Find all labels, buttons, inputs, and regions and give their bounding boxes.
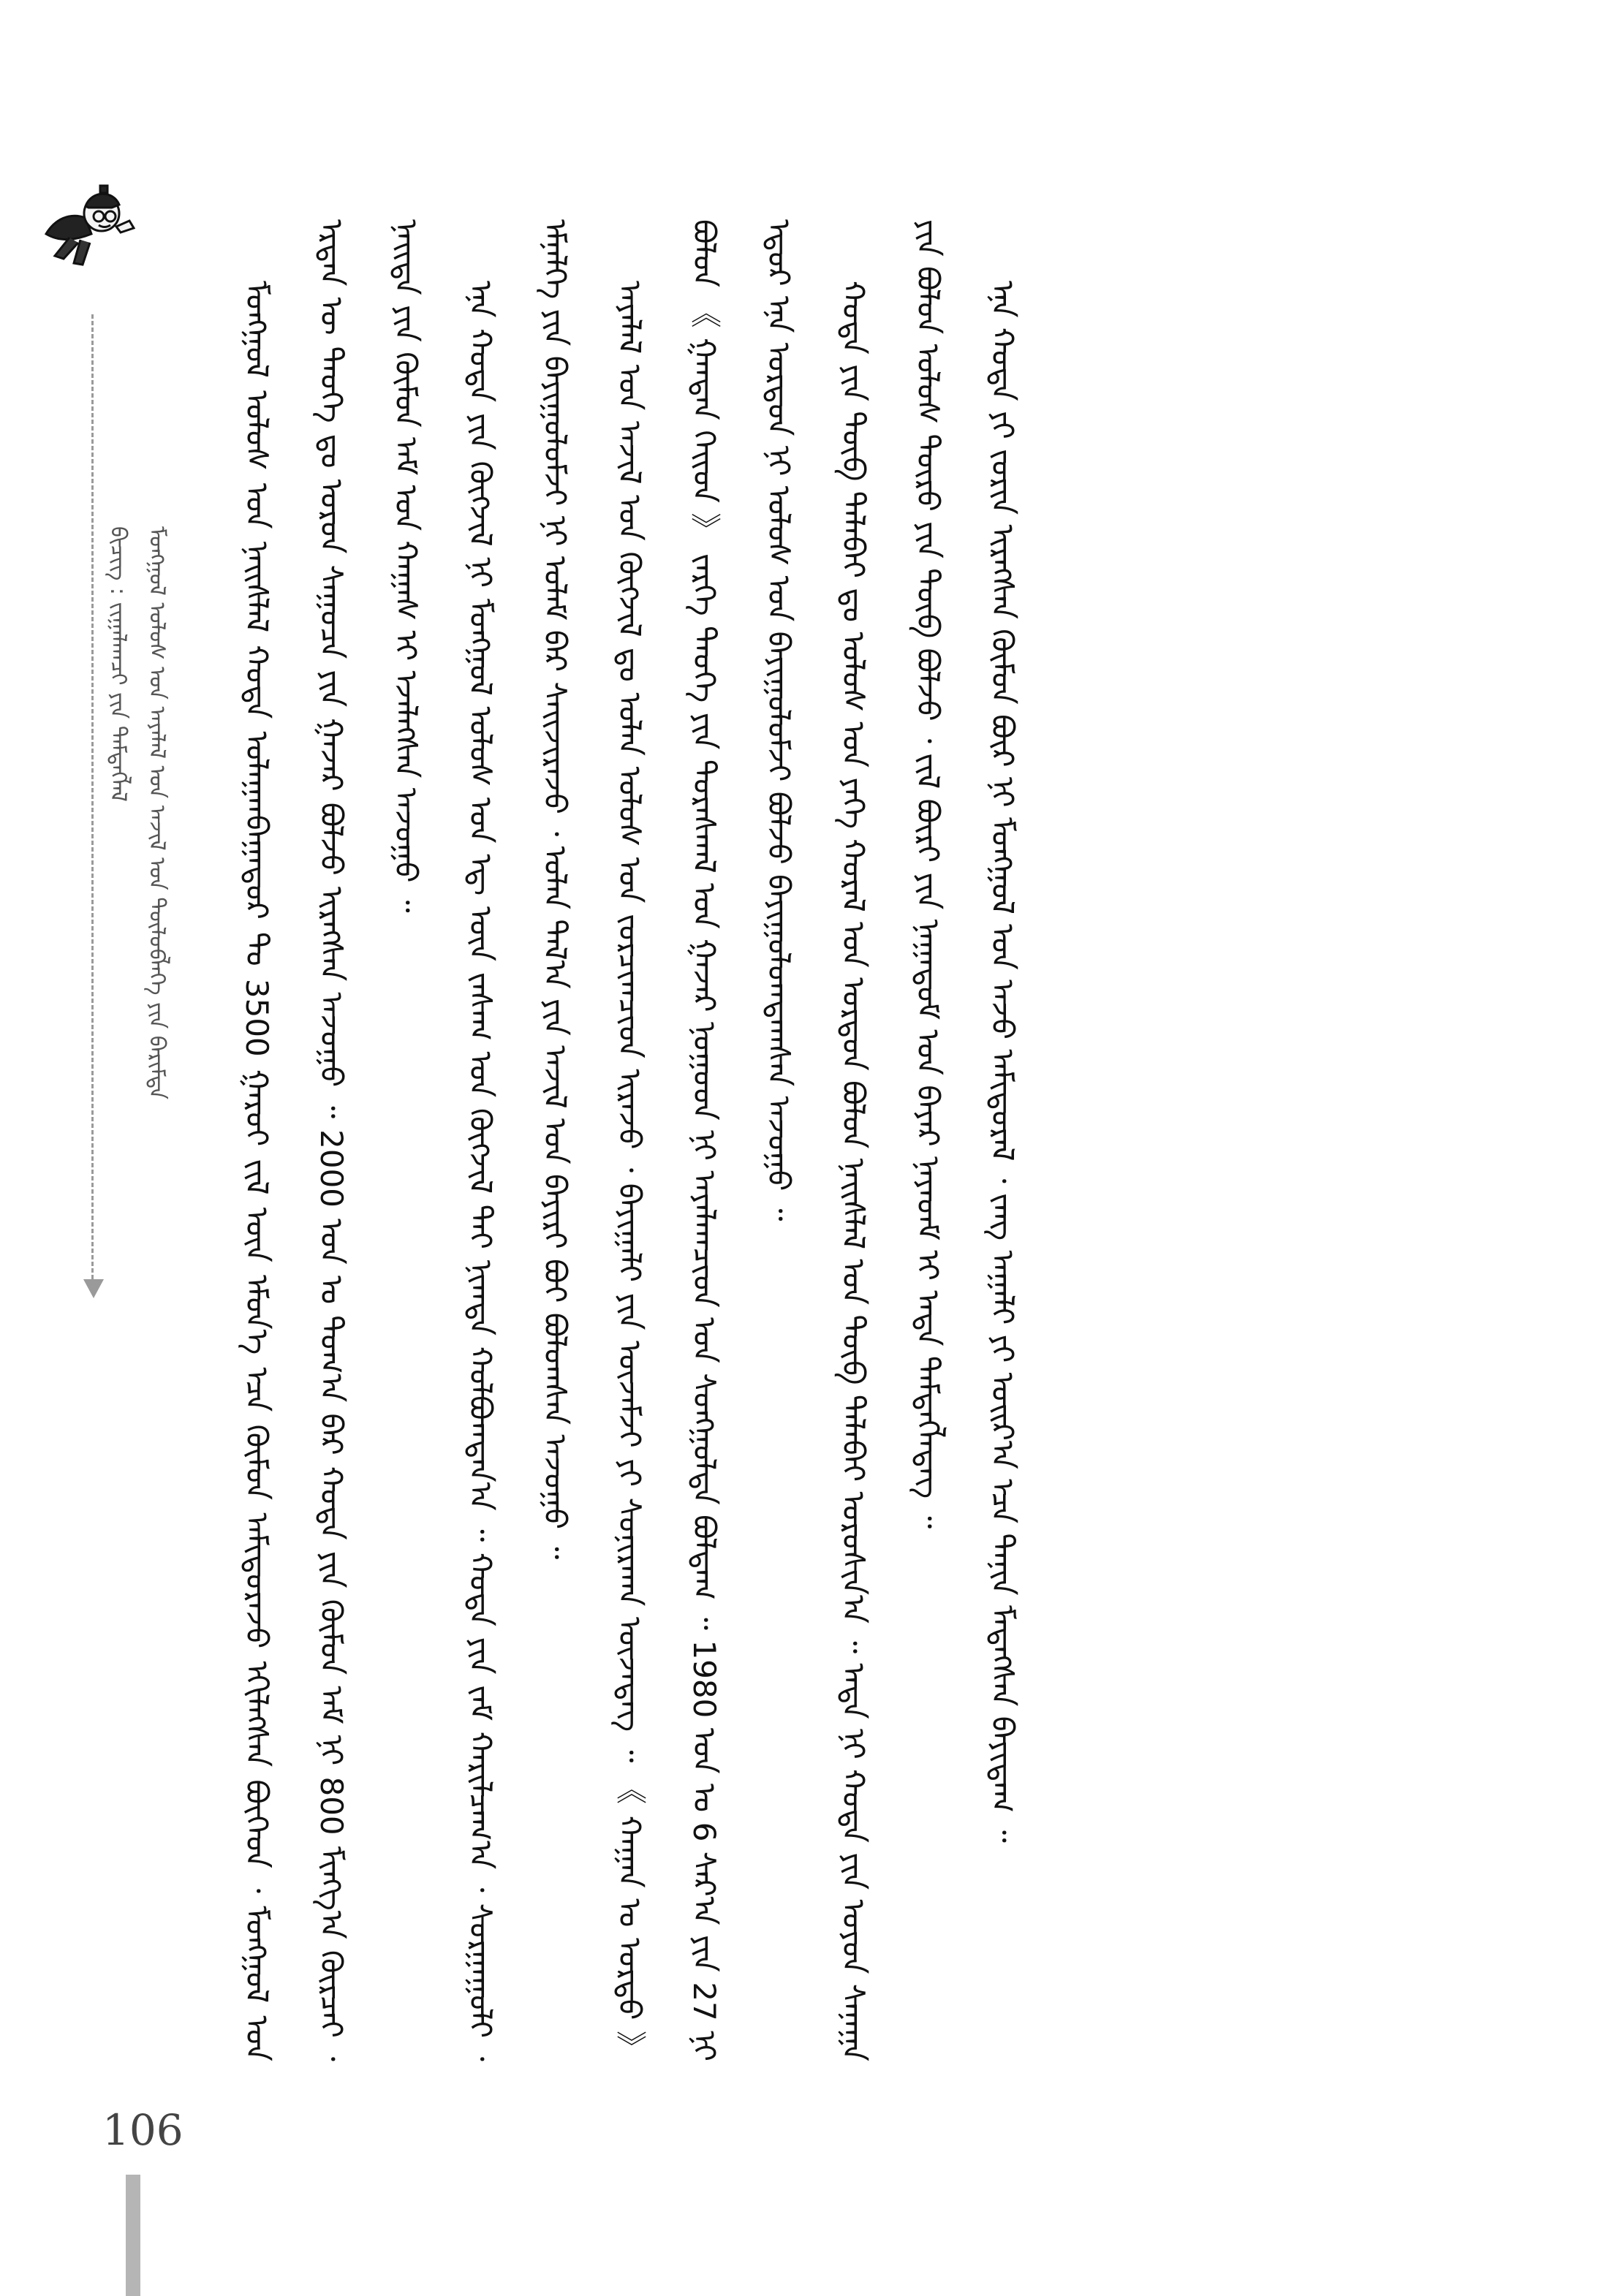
flying-boy-mascot-icon — [40, 183, 135, 270]
header-dashed-rule — [91, 314, 94, 1279]
header-arrow-icon — [83, 1279, 104, 1298]
page-number: 106 — [102, 2105, 184, 2155]
paragraph: ᠡᠨᠡ ᠬᠣᠲᠠ ᠶᠢ ᠵᠣᠷᠢᠨ ᠢᠷᠡᠭᠰᠡᠨ ᠬᠦᠮᠦᠨ ᠪᠦᠷ ᠨᠢ ᠮᠣᠩᠭᠣᠯ ᠤᠨ ᠠᠵᠤ ᠠᠮᠢᠳᠤᠷᠠᠯ ᠂ ᠵᠠᠩ ᠠᠭᠠᠯᠢ ᠶᠢ ᠣᠢᠷ᠎ᠠ ᠡᠴᠡ ᠲᠠᠨᠢᠨ ᠮᠡᠳᠡᠭᠰᠡᠨ ᠪᠠᠶᠢᠳᠠᠭ ᠃ — [985, 281, 1021, 1843]
paragraph: ᠬᠣᠲᠠ ᠶᠢᠨ ᠲᠥᠪ ᠲᠠᠯᠠᠪᠠᠢ ᠳᠤ ᠤᠯᠤᠰ ᠤᠨ ᠶᠡᠬᠡ ᠬᠤᠷᠠᠯ ᠤᠨ ᠣᠷᠳᠣᠨ ᠪᠣᠯᠤᠨ ᠨᠡᠢᠰᠯᠡᠯ ᠤᠨ ᠲᠥᠪ ᠲᠠᠯᠠᠪᠠᠢ ᠣᠷᠣᠰᠢᠨ᠎ᠠ ᠃ ᠡᠨᠳᠡ ᠨᠢ ᠬᠣᠲᠠ ᠶᠢᠨ ᠣᠶᠤᠨ ᠰᠠᠨᠠᠭᠠ ᠶᠢᠨ ᠪᠣᠯᠤᠨ ᠤᠯᠤᠰ ᠲᠥᠷᠦ ᠶᠢᠨ ᠲᠥᠪ ᠪᠣᠯᠵᠤ ᠂ ᠵᠢᠯ ᠪᠦᠷᠢ ᠶᠢᠨ ᠨᠠᠭᠠᠳᠤᠮ ᠤᠨ ᠪᠠᠶᠠᠷ ᠨᠠᠶᠠᠳᠮ ᠢ ᠡᠨᠳᠡ ᠲᠡᠮᠳᠡᠭᠯᠡᠳᠡᠭ ᠃ — [836, 219, 946, 2061]
paragraph: ᠮᠣᠩᠭᠣᠯ ᠤᠯᠤᠰ ᠤᠨ ᠨᠡᠢᠰᠯᠡᠯ ᠬᠣᠲᠠ ᠤᠯᠠᠭᠠᠨᠪᠠᠭᠠᠲᠤᠷ ᠲᠤ 3500 ᠭᠠᠷᠤᠢ ᠵᠢᠯ ᠦᠨ ᠡᠮᠦᠨ᠎ᠡ ᠡᠴᠡ ᠬᠦᠮᠦᠨ ᠠᠮᠢᠳᠤᠷᠠᠵᠤ ᠡᠬᠢᠯᠡᠭᠰᠡᠨ ᠪᠥᠭᠡᠳ ᠂ ᠮᠣᠩᠭᠣᠯ ᠤᠨ ᠡᠷᠲᠡᠨ ᠦ ᠲᠡᠦᠬᠡ ᠳᠤ ᠣᠷᠤᠨ ᠰᠠᠭᠤᠴᠠ ᠶᠢᠨ ᠭᠠᠵᠠᠷ ᠪᠣᠯᠵᠤ ᠢᠷᠡᠭᠰᠡᠨ ᠠᠵᠤᠭᠤ ᠃ 2000 ᠣᠨ ᠤ ᠲᠣᠭ᠎ᠠ ᠪᠠᠷ ᠬᠣᠲᠠ ᠶᠢᠨ ᠬᠦᠮᠦᠨ ᠠᠮ ᠨᠢ 800 ᠮᠢᠩᠭ᠎ᠠ ᠬᠦᠷᠴᠡᠢ ᠂ ᠨᠡᠢᠲᠡ ᠶᠢᠨ ᠬᠦᠮᠦᠨ ᠠᠮ ᠤᠨ ᠬᠠᠭᠠᠰ ᠢ ᠡᠵᠡᠯᠡᠭᠰᠡᠨ ᠠᠵᠤᠭᠤ ᠃ — [239, 219, 424, 2061]
running-header — [40, 183, 170, 1133]
page-edge-bar — [126, 2175, 140, 2296]
running-title: ᠮᠣᠩᠭᠣᠯ ᠤᠯᠤᠰ ᠤᠨ ᠠᠶᠠᠯᠠᠯ ᠤᠨ ᠠᠵᠢᠯ ᠤᠨ ᠲᠥᠯᠥᠪᠯᠡᠭᠡ ᠶᠢᠨ ᠪᠠᠷᠢᠮᠲᠠ ᠪᠢᠴᠢᠭ : ᠵᠢᠭᠠᠯᠠᠭᠴᠢ ᠶᠢᠨ ᠲᠡᠮᠳᠡᠭᠯᠡᠯ — [105, 526, 170, 1100]
body-text — [219, 219, 1418, 2061]
paragraph: ᠠᠶᠠᠯᠠᠯ ᠤᠨ ᠠᠵᠢᠯ ᠤᠨ ᠬᠥᠭᠵᠢᠯ ᠳᠤ ᠣᠯᠠᠨ ᠤᠯᠤᠰ ᠤᠨ ᠵᠣᠷᠴᠢᠭᠴᠢᠳ ᠢᠷᠡᠵᠦ ᠂ ᠪᠠᠶᠢᠭᠠᠯᠢ ᠶᠢᠨ ᠦᠵᠡᠮᠵᠢ ᠶᠢ ᠰᠣᠨᠢᠷᠬᠠᠨ ᠦᠵᠡᠳᠡᠭ ᠃ 《 ᠬᠠᠭᠠᠨ ᠤ ᠣᠷᠳᠣ 》 ᠪᠣᠯᠤᠨ 《 ᠭᠠᠨᠳᠠᠨ ᠬᠡᠢᠳ 》 ᠵᠡᠷᠭᠡ ᠲᠡᠦᠬᠡ ᠶᠢᠨ ᠳᠤᠷᠠᠰᠬᠠᠯ ᠤᠨ ᠭᠠᠵᠠᠷ ᠨᠤᠭᠤᠳ ᠨᠢ ᠠᠶᠠᠯᠠᠭᠴᠢᠳ ᠤᠨ ᠰᠣᠩᠭᠣᠯᠲᠠ ᠪᠣᠯᠳᠠᠭ ᠃ 1980 ᠣᠨ ᠤ 6 ᠰᠠᠷ᠎ᠠ ᠶᠢᠨ 27 ᠨᠢ ᠡᠳᠦᠷ ᠡᠨᠡ ᠣᠷᠳᠣᠨ ᠨᠢ ᠤᠯᠤᠰ ᠤᠨ ᠪᠠᠶᠢᠭᠤᠯᠤᠮᠵᠢ ᠪᠣᠯᠵᠤ ᠪᠠᠶᠢᠭᠤᠯᠤᠭᠳᠠᠭᠰᠠᠨ ᠠᠵᠤᠭᠤ ᠃ — [612, 219, 797, 2061]
paragraph: ᠡᠨᠡ ᠬᠣᠲᠠ ᠶᠢᠨ ᠬᠥᠭᠵᠢᠯ ᠨᠢ ᠮᠣᠩᠭᠣᠯ ᠤᠯᠤᠰ ᠤᠨ ᠡᠳ᠋ ᠦᠨ ᠵᠠᠰᠠᠭ ᠤᠨ ᠬᠥᠭᠵᠢᠯ ᠲᠡᠢ ᠨᠢᠭᠲᠠ ᠬᠣᠯᠪᠣᠭᠳᠠᠨ᠎ᠠ ᠃ ᠬᠣᠲᠠ ᠶᠢᠨ ᠵᠠᠮ ᠬᠠᠷᠢᠯᠴᠠᠭ᠎ᠠ ᠂ ᠰᠤᠷᠭᠠᠭᠤᠯᠢ ᠂ ᠡᠮᠨᠡᠯᠭᠡ ᠶᠢᠨ ᠪᠠᠶᠢᠭᠤᠯᠤᠮᠵᠢ ᠨᠢ ᠤᠯᠠᠮ ᠪᠠᠷ ᠰᠠᠢᠵᠢᠷᠠᠵᠤ ᠂ ᠣᠯᠠᠨ ᠲᠠᠯ᠎ᠠ ᠶᠢᠨ ᠠᠵᠢᠯ ᠤᠨ ᠪᠠᠶᠢᠷᠢ ᠪᠣᠢ ᠪᠣᠯᠤᠭᠰᠠᠨ ᠠᠵᠤᠭᠤ ᠃ — [463, 219, 573, 2061]
